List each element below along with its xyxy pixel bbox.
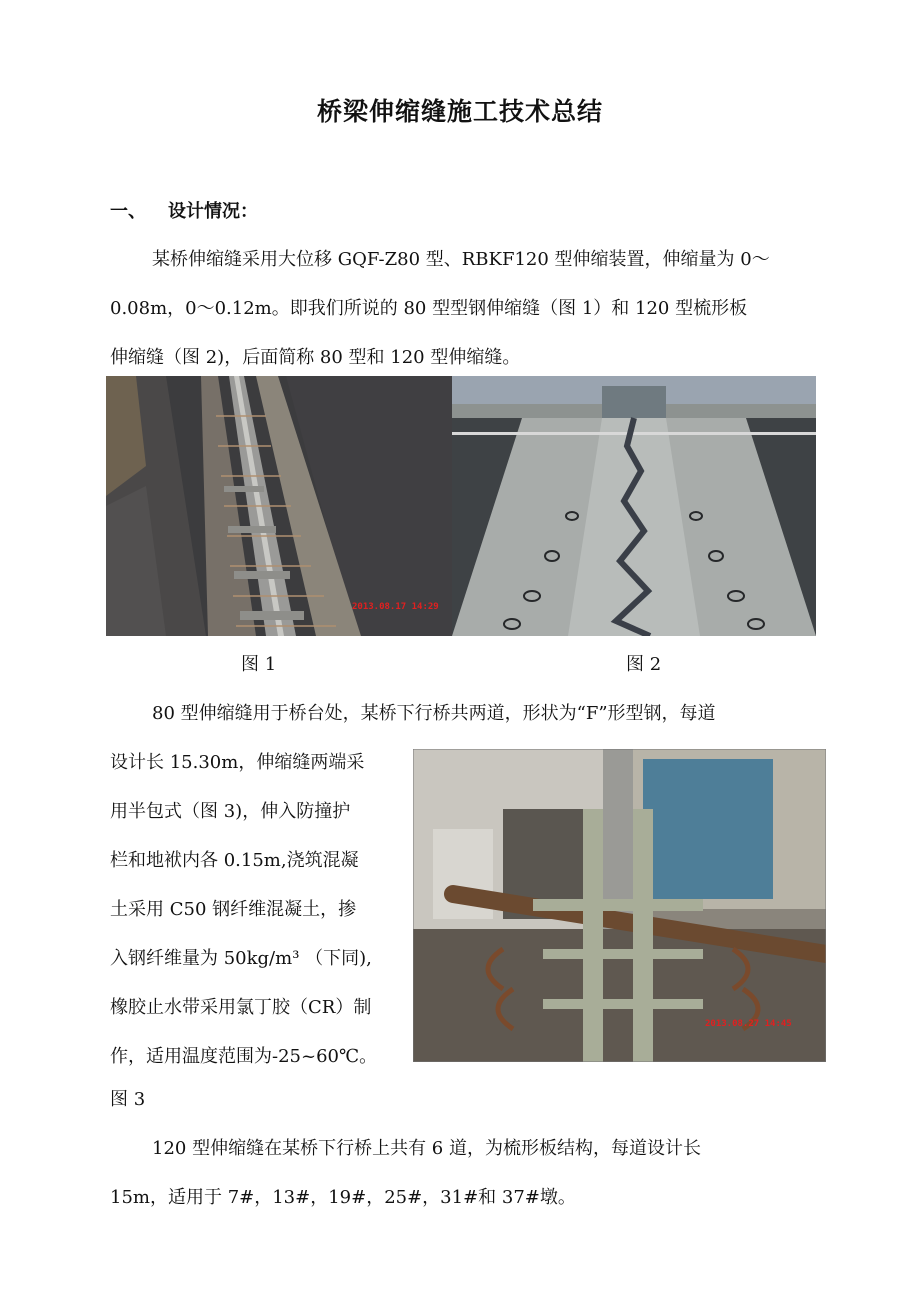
paragraph-2-wrap-line-6: 橡胶止水带采用氯丁胶（CR）制 [110,997,372,1018]
page-title: 桥梁伸缩缝施工技术总结 [316,97,603,126]
figure-2-image [452,376,816,636]
section-title: 设计情况： [168,201,258,222]
paragraph-1-line-3: 伸缩缝（图 2)，后面简称 80 型和 120 型伸缩缝。 [110,347,521,368]
figure-2-photo [452,376,816,636]
figure-3-photo [413,749,826,1062]
figure-2-caption: 图 2 [626,654,662,675]
figure-1-photo [106,376,452,636]
section-heading [110,197,258,223]
figure-1-timestamp: 2013.08.17 14:29 [352,602,439,612]
paragraph-2-wrap-line-3: 栏和地袱内各 0.15m,浇筑混凝 [110,850,359,871]
figure-3-caption: 图 3 [110,1089,146,1110]
figure-3-image [413,749,826,1062]
paragraph-2-line-1: 80 型伸缩缝用于桥台处，某桥下行桥共两道，形状为“F”形型钢，每道 [152,703,716,724]
figure-1-caption: 图 1 [241,654,277,675]
section-number: 一、 [110,201,146,222]
paragraph-1-line-1: 某桥伸缩缝采用大位移 GQF-Z80 型、RBKF120 型伸缩装置，伸缩量为 0～ [152,249,770,270]
paragraph-3-line-2: 15m，适用于 7#，13#，19#，25#，31#和 37#墩。 [110,1187,576,1208]
paragraph-2-wrap-line-4: 土采用 C50 钢纤维混凝土，掺 [110,899,357,920]
paragraph-2-wrap-line-1: 设计长 15.30m，伸缩缝两端采 [110,752,365,773]
figure-3-timestamp: 2013.08.27 14:45 [705,1019,792,1029]
paragraph-2-wrap-line-7: 作，适用温度范围为-25~60℃。 [110,1046,378,1067]
paragraph-2-wrap-line-5: 入钢纤维量为 50kg/m³ （下同), [110,948,372,969]
figure-1-image [106,376,452,636]
paragraph-2-wrap-line-2: 用半包式（图 3)，伸入防撞护 [110,801,351,822]
paragraph-1-line-2: 0.08m，0～0.12m。即我们所说的 80 型型钢伸缩缝（图 1）和 120 型梳形板 [110,298,748,319]
paragraph-3-line-1: 120 型伸缩缝在某桥下行桥上共有 6 道，为梳形板结构，每道设计长 [152,1138,701,1159]
